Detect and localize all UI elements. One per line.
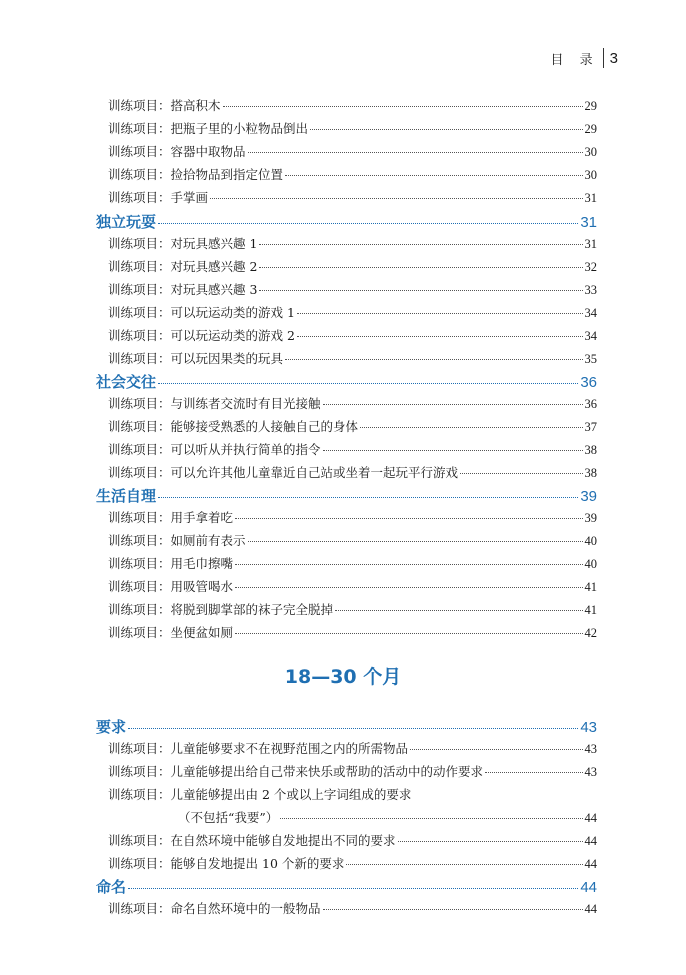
section-page-number: 43 bbox=[580, 719, 597, 736]
entry-text: 对玩具感兴趣 3 bbox=[170, 282, 258, 297]
entry-label bbox=[108, 257, 257, 275]
dot-leader bbox=[248, 152, 583, 153]
section-title: 要求 bbox=[96, 718, 127, 736]
entry-prefix: 训练项目： bbox=[108, 510, 171, 525]
toc-entry[interactable] bbox=[108, 417, 597, 435]
dot-leader bbox=[259, 290, 582, 291]
entry-page-number: 30 bbox=[584, 168, 597, 182]
dot-leader bbox=[259, 244, 582, 245]
toc-entry[interactable] bbox=[108, 326, 597, 344]
entry-text: 可以玩运动类的游戏 1 bbox=[170, 305, 295, 320]
entry-text: （不包括“我要”） bbox=[178, 810, 279, 825]
entry-text: 对玩具感兴趣 2 bbox=[170, 259, 258, 274]
entry-prefix: 训练项目： bbox=[108, 579, 171, 594]
entry-prefix: 训练项目： bbox=[108, 533, 171, 548]
entry-page-number: 40 bbox=[584, 534, 597, 548]
entry-label bbox=[108, 440, 321, 458]
entry-text: 如厕前有表示 bbox=[170, 533, 246, 548]
section-page-number: 44 bbox=[580, 879, 597, 896]
dot-leader bbox=[235, 587, 582, 588]
entry-text: 用手拿着吃 bbox=[170, 510, 234, 525]
entry-label bbox=[108, 142, 246, 160]
entry-page-number: 41 bbox=[584, 603, 597, 617]
entry-text: 可以玩运动类的游戏 2 bbox=[170, 328, 295, 343]
toc-entry[interactable] bbox=[108, 303, 597, 321]
entry-label bbox=[108, 303, 295, 321]
toc-entry[interactable] bbox=[108, 96, 597, 114]
dot-leader bbox=[485, 772, 582, 773]
section-title: 生活自理 bbox=[96, 487, 157, 505]
entry-label bbox=[108, 188, 208, 206]
entry-page-number: 40 bbox=[584, 557, 597, 571]
entry-text: 可以允许其他儿童靠近自己站或坐着一起玩平行游戏 bbox=[170, 465, 459, 480]
entry-page-number: 44 bbox=[584, 811, 597, 825]
entry-prefix: 训练项目： bbox=[108, 282, 171, 297]
toc-entry[interactable] bbox=[108, 508, 597, 526]
entry-prefix: 训练项目： bbox=[108, 556, 171, 571]
entry-label bbox=[108, 326, 295, 344]
entry-prefix: 训练项目： bbox=[108, 98, 171, 113]
dot-leader bbox=[235, 633, 582, 634]
entry-page-number: 30 bbox=[584, 145, 597, 159]
dot-leader bbox=[128, 728, 578, 729]
entry-prefix: 训练项目： bbox=[108, 856, 171, 871]
dot-leader bbox=[285, 175, 582, 176]
toc-entry[interactable] bbox=[108, 463, 597, 481]
header-divider bbox=[603, 48, 604, 68]
section-title: 命名 bbox=[96, 878, 127, 896]
running-header bbox=[551, 48, 618, 68]
entry-text: 在自然环境中能够自发地提出不同的要求 bbox=[170, 833, 396, 848]
header-page-number: 3 bbox=[609, 49, 618, 67]
toc-entry[interactable] bbox=[108, 739, 597, 757]
toc-entry[interactable] bbox=[108, 554, 597, 572]
entry-label bbox=[108, 508, 233, 526]
dot-leader bbox=[259, 267, 582, 268]
toc-entry[interactable] bbox=[108, 165, 597, 183]
entry-label bbox=[108, 280, 257, 298]
dot-leader bbox=[460, 473, 582, 474]
dot-leader bbox=[323, 404, 583, 405]
entry-page-number: 37 bbox=[584, 420, 597, 434]
entry-prefix: 训练项目： bbox=[108, 259, 171, 274]
entry-page-number: 41 bbox=[584, 580, 597, 594]
entry-label bbox=[108, 119, 308, 137]
toc-entry[interactable] bbox=[108, 188, 597, 206]
entry-label bbox=[108, 577, 233, 595]
entry-page-number: 31 bbox=[584, 237, 597, 251]
entry-prefix: 训练项目： bbox=[108, 396, 171, 411]
entry-text: 将脱到脚掌部的袜子完全脱掉 bbox=[170, 602, 334, 617]
entry-page-number: 32 bbox=[584, 260, 597, 274]
dot-leader bbox=[410, 749, 582, 750]
entry-page-number: 38 bbox=[584, 443, 597, 457]
toc-section-heading[interactable] bbox=[96, 485, 597, 506]
entry-text: 捡拾物品到指定位置 bbox=[170, 167, 284, 182]
entry-prefix: 训练项目： bbox=[108, 764, 171, 779]
entry-label bbox=[108, 417, 358, 435]
entry-prefix: 训练项目： bbox=[108, 351, 171, 366]
entry-text: 用毛巾擦嘴 bbox=[170, 556, 234, 571]
toc-entry[interactable] bbox=[108, 577, 597, 595]
entry-page-number: 44 bbox=[584, 834, 597, 848]
entry-label bbox=[108, 394, 321, 412]
dot-leader bbox=[297, 336, 583, 337]
entry-text: 把瓶子里的小粒物品倒出 bbox=[170, 121, 309, 136]
entry-page-number: 39 bbox=[584, 511, 597, 525]
entry-page-number: 44 bbox=[584, 902, 597, 916]
toc-entry[interactable] bbox=[108, 762, 597, 780]
section-page-number: 31 bbox=[580, 214, 597, 231]
dot-leader bbox=[128, 888, 578, 889]
entry-label bbox=[108, 165, 283, 183]
toc-entry-continuation[interactable] bbox=[178, 808, 597, 826]
entry-prefix: 训练项目： bbox=[108, 442, 171, 457]
toc-section-heading[interactable] bbox=[96, 211, 597, 232]
toc-entry[interactable] bbox=[108, 394, 597, 412]
toc-section-heading[interactable] bbox=[96, 371, 597, 392]
entry-label bbox=[108, 785, 411, 803]
dot-leader bbox=[297, 313, 583, 314]
entry-page-number: 38 bbox=[584, 466, 597, 480]
entry-text: 能够接受熟悉的人接触自己的身体 bbox=[170, 419, 359, 434]
dot-leader bbox=[398, 841, 583, 842]
toc-entry[interactable] bbox=[108, 831, 597, 849]
entry-prefix: 训练项目： bbox=[108, 305, 171, 320]
dot-leader bbox=[323, 909, 583, 910]
entry-text: 搭高积木 bbox=[170, 98, 221, 113]
entry-text: 对玩具感兴趣 1 bbox=[170, 236, 258, 251]
toc-section-heading[interactable] bbox=[96, 876, 597, 897]
entry-page-number: 33 bbox=[584, 283, 597, 297]
entry-text: 儿童能够提出由 2 个或以上字词组成的要求 bbox=[170, 787, 412, 802]
dot-leader bbox=[280, 818, 582, 819]
dot-leader bbox=[310, 129, 582, 130]
entry-prefix: 训练项目： bbox=[108, 901, 171, 916]
toc-section-heading[interactable] bbox=[96, 716, 597, 737]
dot-leader bbox=[285, 359, 582, 360]
entry-prefix: 训练项目： bbox=[108, 602, 171, 617]
entry-text: 命名自然环境中的一般物品 bbox=[170, 901, 321, 916]
entry-label bbox=[108, 831, 396, 849]
entry-label bbox=[108, 349, 283, 367]
dot-leader bbox=[248, 541, 583, 542]
entry-prefix: 训练项目： bbox=[108, 190, 171, 205]
toc-entry[interactable] bbox=[108, 854, 597, 872]
toc-entry[interactable] bbox=[108, 785, 597, 803]
entry-page-number: 31 bbox=[584, 191, 597, 205]
dot-leader bbox=[158, 223, 578, 224]
entry-prefix: 训练项目： bbox=[108, 121, 171, 136]
toc-entry[interactable] bbox=[108, 899, 597, 917]
entry-text: 坐便盆如厕 bbox=[170, 625, 234, 640]
entry-label bbox=[108, 854, 344, 872]
dot-leader bbox=[360, 427, 582, 428]
dot-leader bbox=[235, 564, 582, 565]
entry-label bbox=[108, 463, 458, 481]
dot-leader bbox=[235, 518, 582, 519]
toc-entry[interactable] bbox=[108, 234, 597, 252]
entry-prefix: 训练项目： bbox=[108, 328, 171, 343]
dot-leader bbox=[335, 610, 582, 611]
toc-entry[interactable] bbox=[108, 280, 597, 298]
entry-prefix: 训练项目： bbox=[108, 787, 171, 802]
entry-text: 手掌画 bbox=[170, 190, 209, 205]
entry-page-number: 44 bbox=[584, 857, 597, 871]
toc-entry[interactable] bbox=[108, 257, 597, 275]
entry-label bbox=[108, 554, 233, 572]
section-page-number: 36 bbox=[580, 374, 597, 391]
entry-prefix: 训练项目： bbox=[108, 144, 171, 159]
entry-prefix: 训练项目： bbox=[108, 465, 171, 480]
section-title: 社会交往 bbox=[96, 373, 157, 391]
entry-label bbox=[108, 762, 483, 780]
dot-leader bbox=[223, 106, 583, 107]
toc-entry[interactable] bbox=[108, 349, 597, 367]
toc-entry[interactable] bbox=[108, 142, 597, 160]
entry-prefix: 训练项目： bbox=[108, 167, 171, 182]
toc-entry[interactable] bbox=[108, 119, 597, 137]
entry-page-number: 34 bbox=[584, 306, 597, 320]
entry-label bbox=[108, 234, 257, 252]
entry-page-number: 34 bbox=[584, 329, 597, 343]
entry-label bbox=[108, 531, 246, 549]
entry-label bbox=[108, 739, 408, 757]
dot-leader bbox=[210, 198, 582, 199]
entry-prefix: 训练项目： bbox=[108, 625, 171, 640]
toc-entry[interactable] bbox=[108, 440, 597, 458]
entry-text: 可以玩因果类的玩具 bbox=[170, 351, 284, 366]
entry-page-number: 42 bbox=[584, 626, 597, 640]
entry-prefix: 训练项目： bbox=[108, 419, 171, 434]
entry-page-number: 29 bbox=[584, 99, 597, 113]
dot-leader bbox=[158, 383, 578, 384]
toc-entry[interactable] bbox=[108, 531, 597, 549]
entry-label bbox=[108, 96, 221, 114]
entry-prefix: 训练项目： bbox=[108, 741, 171, 756]
dot-leader bbox=[346, 864, 582, 865]
entry-prefix: 训练项目： bbox=[108, 833, 171, 848]
entry-page-number: 36 bbox=[584, 397, 597, 411]
entry-prefix: 训练项目： bbox=[108, 236, 171, 251]
dot-leader bbox=[323, 450, 583, 451]
entry-text: 可以听从并执行简单的指令 bbox=[170, 442, 321, 457]
entry-page-number: 43 bbox=[584, 742, 597, 756]
entry-label bbox=[108, 899, 321, 917]
age-range-heading: 18—30 个月 bbox=[284, 666, 402, 688]
entry-label bbox=[108, 623, 233, 641]
entry-page-number: 29 bbox=[584, 122, 597, 136]
section-title: 独立玩耍 bbox=[96, 213, 157, 231]
entry-text: 容器中取物品 bbox=[170, 144, 246, 159]
toc-entry[interactable] bbox=[108, 623, 597, 641]
entry-page-number: 43 bbox=[584, 765, 597, 779]
entry-text: 能够自发地提出 10 个新的要求 bbox=[170, 856, 345, 871]
entry-text: 与训练者交流时有目光接触 bbox=[170, 396, 321, 411]
section-page-number: 39 bbox=[580, 488, 597, 505]
header-title: 目 录 bbox=[550, 52, 599, 68]
dot-leader bbox=[158, 497, 578, 498]
entry-text: 儿童能够要求不在视野范围之内的所需物品 bbox=[170, 741, 409, 756]
entry-page-number: 35 bbox=[584, 352, 597, 366]
toc-entry[interactable] bbox=[108, 600, 597, 618]
entry-text: 儿童能够提出给自己带来快乐或帮助的活动中的动作要求 bbox=[170, 764, 484, 779]
entry-text: 用吸管喝水 bbox=[170, 579, 234, 594]
entry-label bbox=[108, 600, 333, 618]
